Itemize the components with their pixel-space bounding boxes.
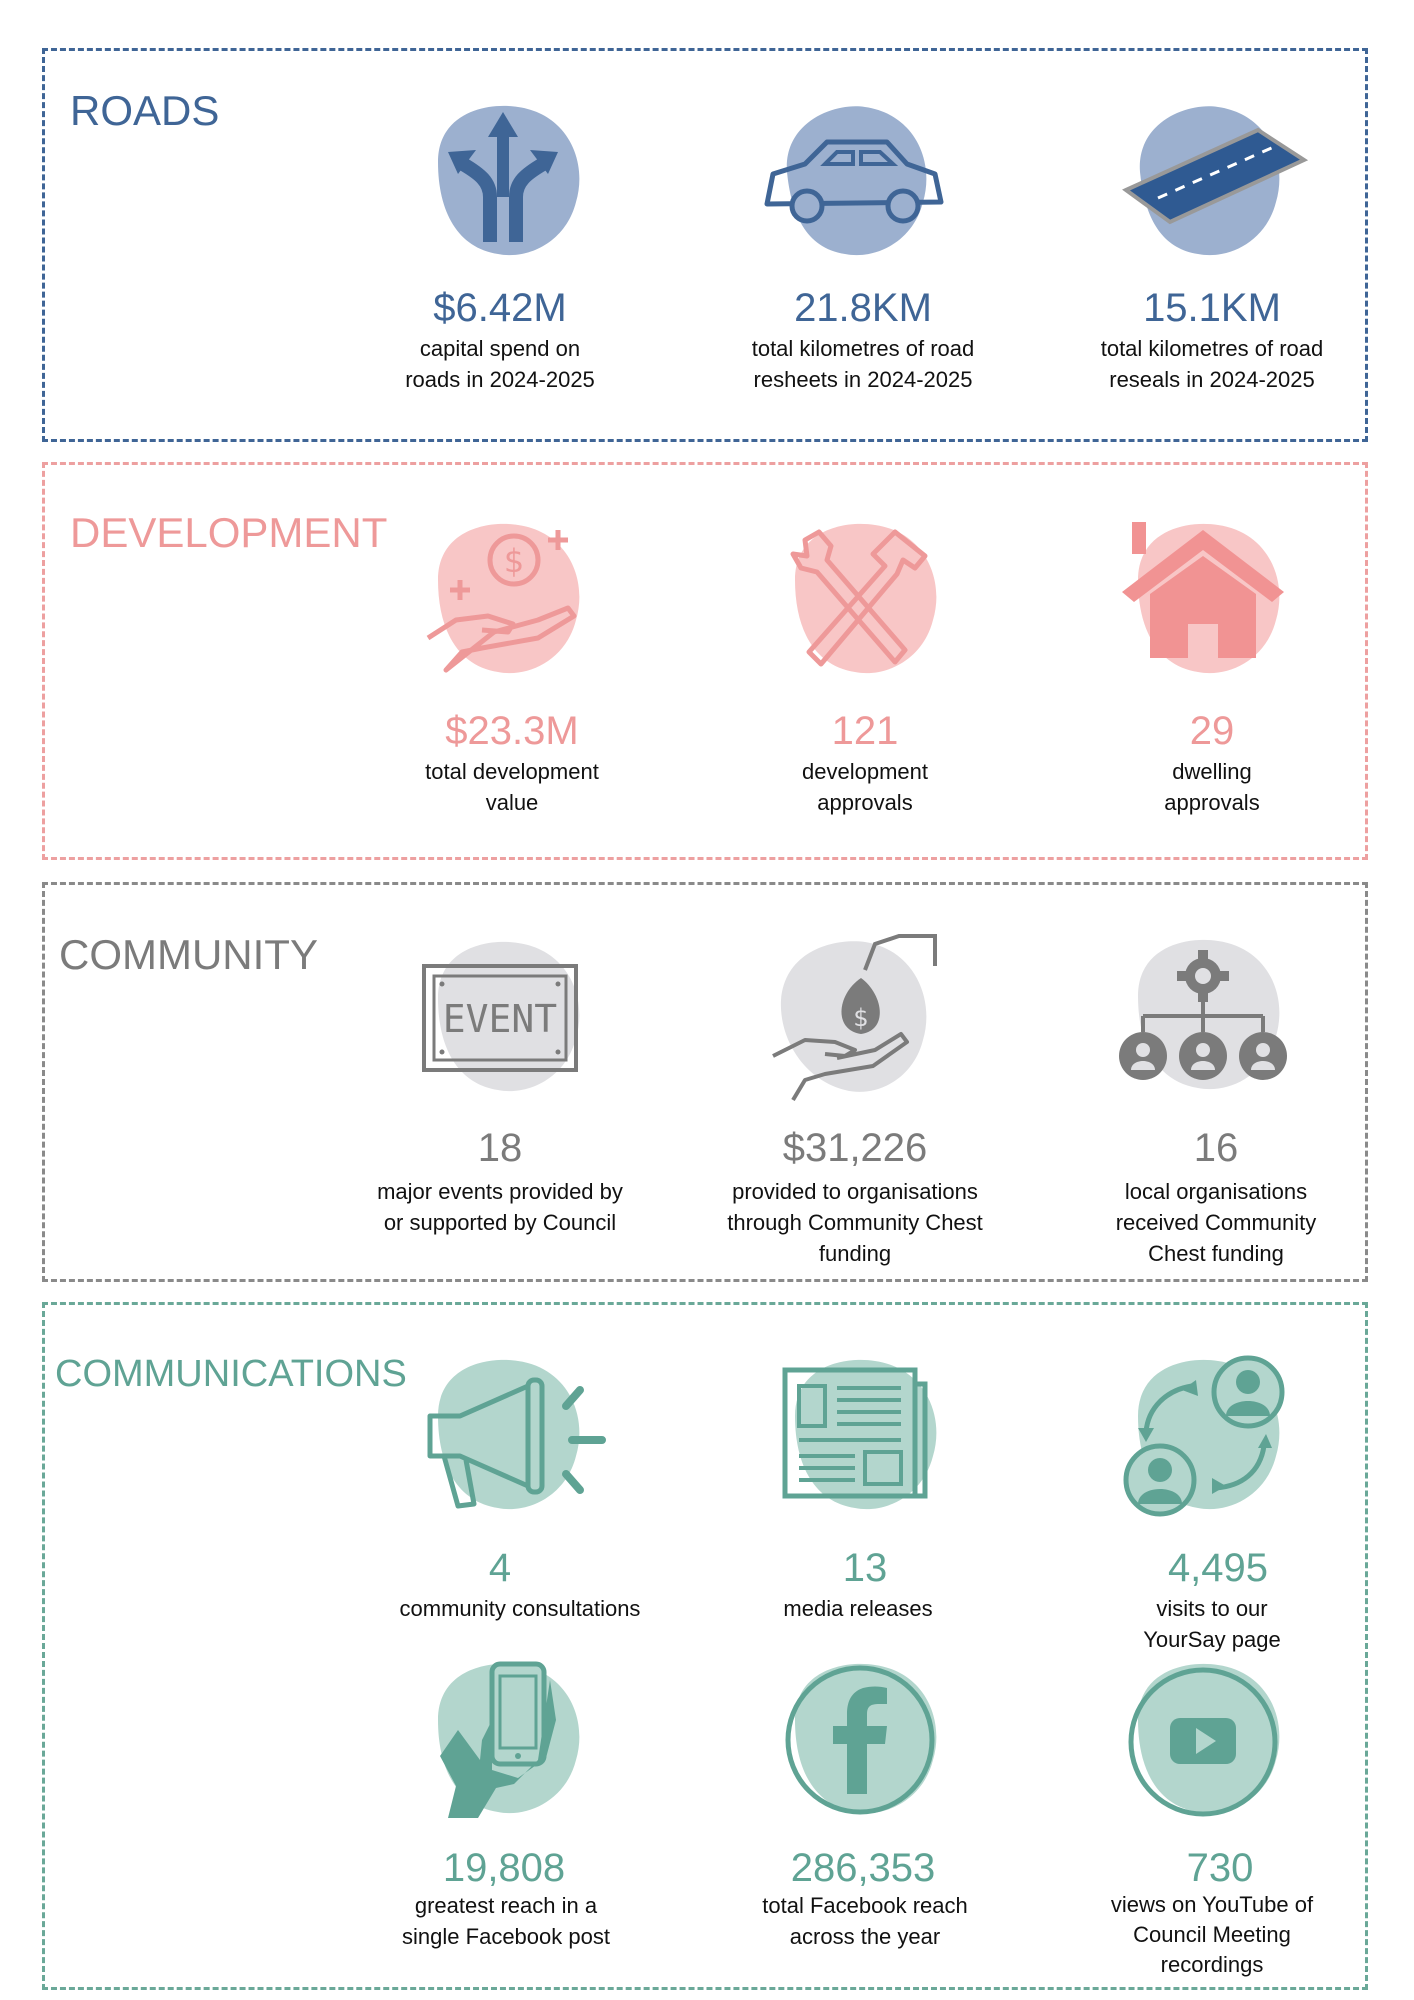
stat-value: 4	[488, 1546, 512, 1590]
youtube-icon	[1118, 1660, 1288, 1820]
stat-description	[346, 1890, 666, 1952]
stat-description	[340, 333, 660, 395]
stat-value: $31,226	[782, 1126, 928, 1170]
money-bag-hand-icon	[775, 930, 945, 1090]
road-directions-icon	[418, 102, 588, 262]
stat-description	[705, 1890, 1025, 1952]
stat-description	[1052, 1593, 1372, 1655]
stat-description	[352, 756, 672, 818]
stat-value: 18	[477, 1126, 523, 1170]
stat-description	[1052, 756, 1372, 818]
stat-value: 19,808	[442, 1846, 566, 1890]
stat-description	[360, 1593, 680, 1624]
desc-line: recordings	[1160, 1952, 1264, 1977]
desc-line: major events provided by	[377, 1179, 623, 1204]
hand-money-icon	[418, 520, 588, 680]
stat-description	[1056, 1176, 1376, 1269]
event-sign-icon	[418, 938, 588, 1098]
desc-line: provided to organisations	[732, 1179, 978, 1204]
desc-line: greatest reach in a	[414, 1893, 598, 1918]
desc-line: received Community	[1115, 1210, 1317, 1235]
desc-line: views on YouTube of	[1110, 1892, 1314, 1917]
communications-title: COMMUNICATIONS	[55, 1353, 407, 1395]
desc-line: total Facebook reach	[762, 1893, 968, 1918]
community-title: COMMUNITY	[59, 931, 318, 978]
desc-line: resheets in 2024-2025	[753, 367, 973, 392]
desc-line: approvals	[1164, 790, 1260, 815]
stat-value: 13	[842, 1546, 888, 1590]
stat-description	[695, 1176, 1015, 1269]
hand-phone-icon	[418, 1660, 588, 1820]
stat-value: $23.3M	[445, 709, 579, 753]
desc-line: across the year	[789, 1924, 941, 1949]
road-icon	[1118, 102, 1288, 262]
stat-description	[703, 333, 1023, 395]
stat-description	[705, 756, 1025, 818]
desc-line: development	[802, 759, 928, 784]
stat-value: 29	[1189, 709, 1235, 753]
house-icon	[1118, 520, 1288, 680]
stat-value: 16	[1193, 1126, 1239, 1170]
facebook-icon	[775, 1660, 945, 1820]
desc-line: media releases	[783, 1596, 933, 1621]
newspaper-icon	[775, 1356, 945, 1516]
desc-line: capital spend on	[419, 336, 581, 361]
stat-value: $6.42M	[433, 286, 567, 330]
megaphone-icon	[418, 1356, 588, 1516]
desc-line: single Facebook post	[402, 1924, 610, 1949]
stat-value: 15.1KM	[1143, 286, 1281, 330]
desc-line: approvals	[817, 790, 913, 815]
development-title: DEVELOPMENT	[70, 509, 388, 556]
svg-text:$: $	[503, 542, 525, 580]
desc-line: total kilometres of road	[751, 336, 975, 361]
desc-line: YourSay page	[1143, 1627, 1281, 1652]
people-exchange-icon	[1118, 1356, 1288, 1516]
desc-line: or supported by Council	[383, 1210, 617, 1235]
car-icon	[765, 102, 935, 262]
stat-description	[1052, 1890, 1372, 1980]
organisation-chart-icon	[1118, 936, 1288, 1096]
stat-value: 4,495	[1167, 1546, 1269, 1590]
stat-value: 730	[1186, 1846, 1254, 1890]
stat-description	[1052, 333, 1372, 395]
desc-line: total kilometres of road	[1100, 336, 1324, 361]
svg-text:EVENT: EVENT	[442, 997, 558, 1041]
tools-icon	[775, 520, 945, 680]
desc-line: community consultations	[399, 1596, 641, 1621]
desc-line: reseals in 2024-2025	[1109, 367, 1315, 392]
stat-description	[340, 1176, 660, 1238]
desc-line: through Community Chest	[727, 1210, 983, 1235]
desc-line: Council Meeting	[1133, 1922, 1291, 1947]
svg-text:$: $	[853, 1004, 869, 1032]
desc-line: total development	[425, 759, 599, 784]
desc-line: roads in 2024-2025	[405, 367, 595, 392]
desc-line: dwelling	[1172, 759, 1252, 784]
stat-value: 121	[831, 709, 899, 753]
desc-line: funding	[818, 1241, 892, 1266]
desc-line: Chest funding	[1148, 1241, 1284, 1266]
desc-line: visits to our	[1156, 1596, 1268, 1621]
stat-description	[698, 1593, 1018, 1624]
stat-value: 21.8KM	[794, 286, 932, 330]
desc-line: local organisations	[1124, 1179, 1308, 1204]
stat-value: 286,353	[790, 1846, 936, 1890]
desc-line: value	[485, 790, 539, 815]
roads-title: ROADS	[70, 87, 220, 134]
